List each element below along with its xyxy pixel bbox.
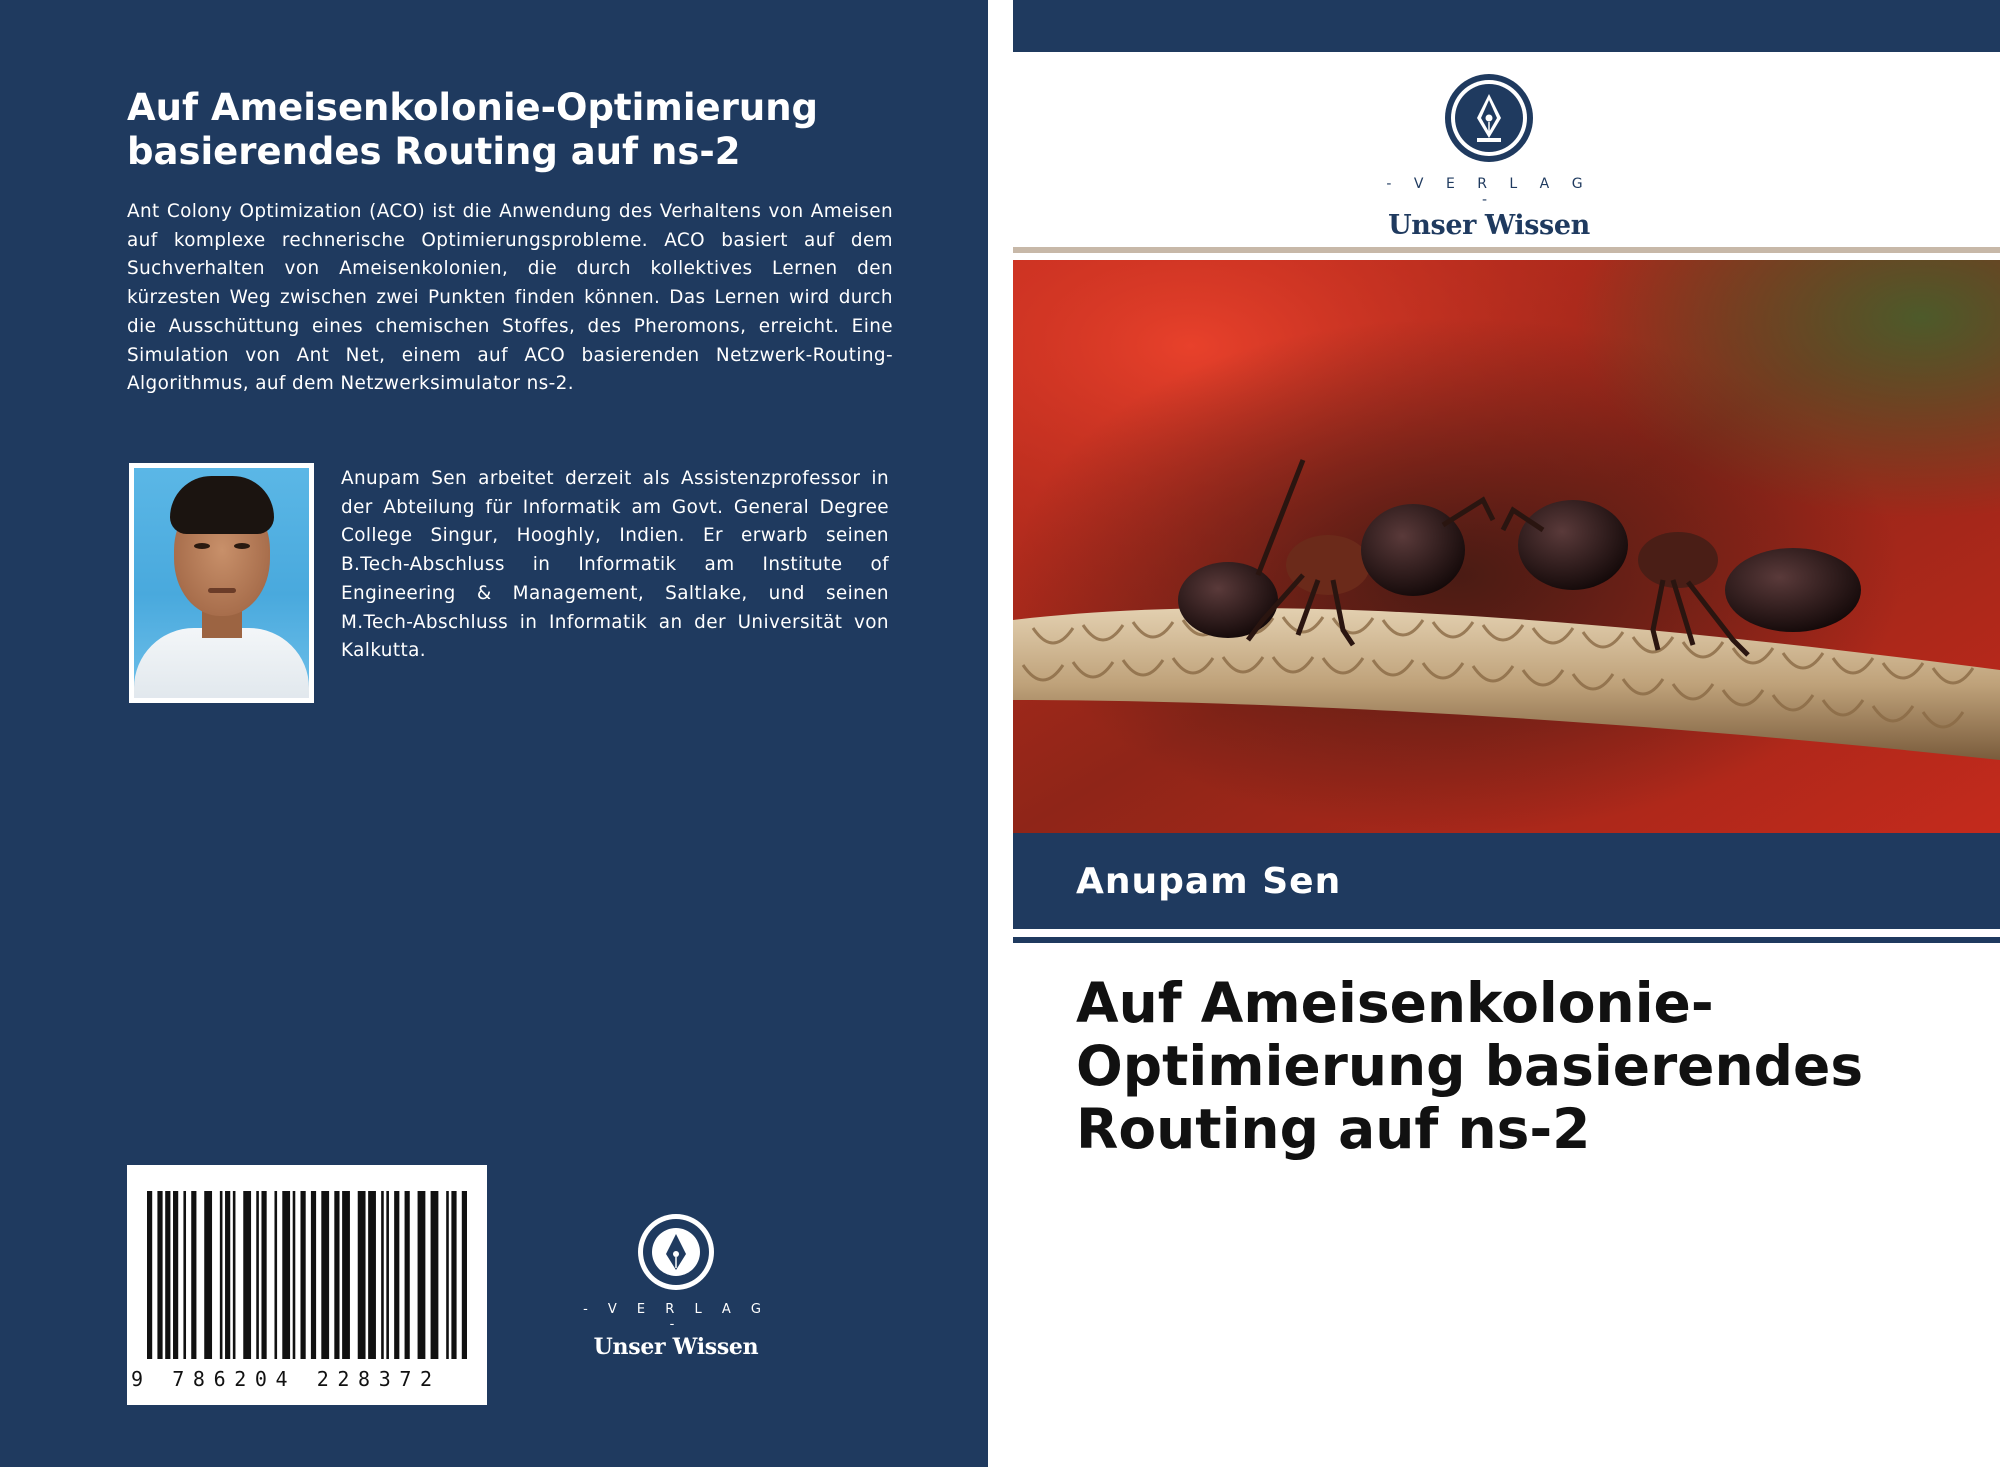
publisher-logo-back	[578, 1212, 774, 1360]
spine-gap	[988, 0, 1013, 1467]
front-author-name: Anupam Sen	[1076, 861, 1342, 902]
publisher-verlag-label: - V E R L A G -	[583, 1302, 769, 1332]
barcode-bar	[165, 1191, 170, 1359]
barcode-bar	[261, 1191, 266, 1359]
barcode-bar	[220, 1191, 223, 1359]
barcode-bar	[381, 1191, 384, 1359]
barcode-bar	[191, 1191, 196, 1359]
barcode-bar	[451, 1191, 456, 1359]
barcode-bar	[173, 1191, 178, 1359]
barcode-bar	[368, 1191, 376, 1359]
barcode-bar	[342, 1191, 350, 1359]
divider-line	[1013, 937, 2000, 943]
barcode-bar	[311, 1191, 316, 1359]
publisher-logo-front	[1379, 72, 1599, 241]
front-top-bar	[1013, 0, 2000, 52]
barcode-bar	[405, 1191, 410, 1359]
barcode-bar	[147, 1191, 152, 1359]
publisher-verlag-label: - V E R L A G -	[1386, 176, 1592, 208]
author-bio: Anupam Sen arbeitet derzeit als Assistenzprofessor in der Abteilung für Informatik am Govt. General Degree College Singur, Hooghly, Indien. Er erwarb seinen B.Tech-Abschluss in Informatik am Institute of Engineering & Management, Saltlake, und seinen M.Tech-Abschluss in Informatik an der Universität von Kalkutta.	[341, 468, 889, 662]
barcode-bars	[147, 1191, 467, 1371]
front-author-band	[1013, 833, 2000, 929]
publisher-brand: Unser Wissen	[1388, 210, 1590, 241]
barcode-bar	[225, 1191, 230, 1359]
publisher-brand: Unser Wissen	[593, 1334, 759, 1360]
barcode-number: 9 786204 228372	[131, 1367, 441, 1391]
isbn-barcode	[127, 1165, 487, 1405]
barcode-bar	[446, 1191, 449, 1359]
barcode-bar	[233, 1191, 236, 1359]
back-cover-title: Auf Ameisenkolonie-Optimierung basierendes Routing auf ns-2	[127, 86, 819, 173]
author-photo	[129, 463, 314, 703]
barcode-bar	[431, 1191, 439, 1359]
barcode-bar	[243, 1191, 251, 1359]
barcode-bar	[183, 1191, 186, 1359]
back-cover	[0, 0, 988, 1467]
fountain-pen-nib-icon	[1443, 72, 1535, 164]
barcode-bar	[386, 1191, 389, 1359]
barcode-bar	[418, 1191, 426, 1359]
barcode-bar	[204, 1191, 212, 1359]
barcode-bar	[358, 1191, 366, 1359]
barcode-bar	[256, 1191, 259, 1359]
front-cover-title: Auf Ameisenkolonie-Optimierung basierendes Routing auf ns-2	[1076, 971, 1864, 1161]
book-description: Ant Colony Optimization (ACO) ist die Anwendung des Verhaltens von Ameisen auf komplexe rechnerische Optimierungsprobleme. ACO basiert auf dem Suchverhalten von Ameisenkolonien, die durch kollektives Lernen den kürzesten Weg zwischen zwei Punkten finden können. Das Lernen wird durch die Ausschüttung eines chemischen Stoffes, des Pheromons, erreicht. Eine Simulation von Ant Net, einem auf ACO basierenden Netzwerk-Routing-Algorithmus, auf dem Netzwerksimulator ns-2.	[127, 201, 893, 395]
barcode-bar	[300, 1191, 305, 1359]
barcode-bar	[282, 1191, 290, 1359]
barcode-bar	[274, 1191, 277, 1359]
divider-line	[1013, 247, 2000, 253]
barcode-bar	[462, 1191, 467, 1359]
barcode-bar	[321, 1191, 329, 1359]
barcode-bar	[293, 1191, 296, 1359]
front-cover	[1013, 0, 2000, 1467]
barcode-bar	[334, 1191, 339, 1359]
ants-on-rope-photo	[1013, 260, 2000, 833]
fountain-pen-nib-icon	[636, 1212, 716, 1292]
barcode-bar	[157, 1191, 162, 1359]
barcode-bar	[394, 1191, 399, 1359]
